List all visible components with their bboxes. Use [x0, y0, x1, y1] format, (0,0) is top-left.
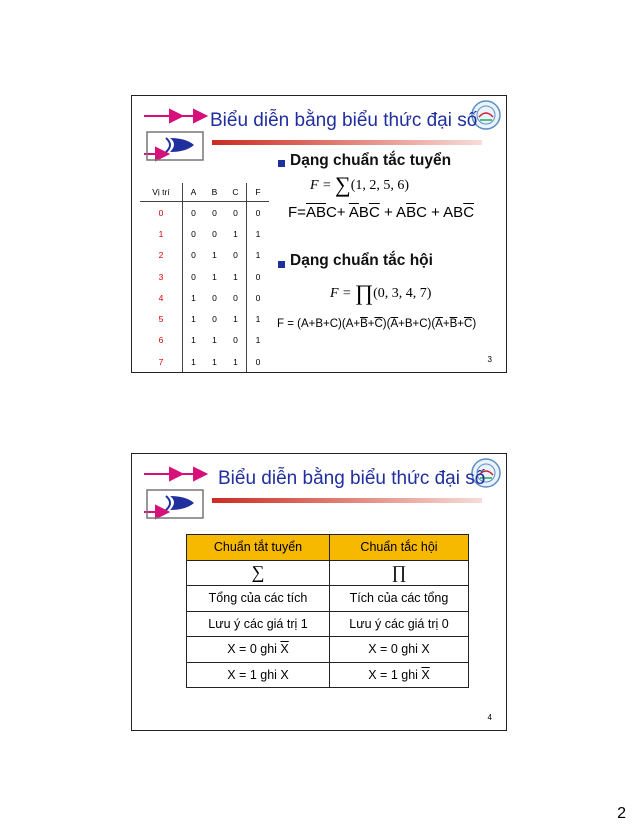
text-segment: F = (A+B+C)(A+	[277, 318, 361, 330]
table-row	[140, 223, 269, 244]
overlined-segment: $\overline{C}$	[464, 318, 473, 330]
logic-gate-logo-icon	[142, 102, 212, 162]
cell-position: 6	[140, 330, 183, 351]
comparison-header	[187, 535, 469, 561]
text-segment: X = 0 ghi X	[368, 642, 430, 657]
text-segment: )	[472, 318, 477, 330]
bullet-icon	[278, 160, 285, 167]
slide-page-number: 4	[487, 713, 492, 722]
cell-a: 1	[191, 292, 196, 303]
text-segment: C + AB	[416, 204, 464, 221]
text-segment: C+	[325, 204, 349, 221]
text-segment: +	[457, 318, 464, 330]
pos-formula-lhs: F =	[330, 286, 355, 301]
cell-c: 0	[233, 207, 238, 218]
table-cell	[187, 586, 330, 612]
text-segment: Tổng của các tích	[208, 591, 308, 606]
sop-formula-lhs: F =	[310, 178, 335, 193]
cell-b: 1	[212, 271, 217, 282]
page-number: 2	[617, 805, 626, 822]
table-row	[140, 202, 269, 224]
truth-table	[140, 183, 269, 372]
cell-c: 1	[233, 228, 238, 239]
overlined-segment: $\overline{X}$	[280, 642, 289, 657]
pi-symbol: ∏	[355, 280, 374, 305]
table-row	[187, 637, 469, 663]
cell-a: 1	[191, 356, 196, 367]
cell-c: 1	[233, 314, 238, 325]
pi-symbol: ∏	[330, 560, 469, 586]
text-segment: Lưu ý các giá trị 1	[208, 616, 308, 631]
sop-heading: Dạng chuẩn tắc tuyển	[290, 152, 452, 169]
overlined-segment: $\overline{A}$	[435, 318, 443, 330]
title-underline	[212, 498, 482, 503]
comparison-table	[186, 534, 469, 688]
text-segment: B	[358, 204, 369, 221]
header-sop: Chuẩn tắt tuyển	[187, 535, 330, 561]
cell-position: 7	[140, 351, 183, 372]
text-segment: + A	[379, 204, 407, 221]
table-row	[140, 287, 269, 308]
cell-f: 1	[247, 245, 270, 266]
table-cell	[187, 662, 330, 688]
table-cell	[330, 637, 469, 663]
cell-c: 1	[233, 356, 238, 367]
text-segment: +	[367, 318, 375, 330]
cell-a: 0	[191, 228, 196, 239]
cell-position: 2	[140, 245, 183, 266]
header-c: C	[225, 183, 247, 202]
pos-formula	[330, 280, 431, 306]
table-row	[140, 308, 269, 329]
header-a: A	[183, 183, 205, 202]
text-segment: X = 0 ghi	[227, 642, 281, 657]
table-row	[140, 330, 269, 351]
cell-b: 1	[212, 356, 217, 367]
sigma-symbol: ∑	[335, 172, 351, 197]
cell-f: 0	[247, 287, 270, 308]
cell-position: 5	[140, 308, 183, 329]
sop-expression	[288, 204, 474, 221]
cell-position: 3	[140, 266, 183, 287]
overlined-segment: $\overline{X}$	[421, 667, 430, 682]
slide-title: Biểu diễn bằng biểu thức đại số	[218, 468, 486, 489]
title-underline	[212, 140, 482, 145]
cell-f: 0	[247, 266, 270, 287]
sop-formula-args: (1, 2, 5, 6)	[350, 178, 410, 193]
cell-a: 0	[191, 250, 196, 261]
overlined-segment: $\overline{A}$	[305, 204, 316, 221]
slide-3	[131, 95, 507, 373]
cell-b: 0	[212, 292, 217, 303]
table-row	[187, 611, 469, 637]
cell-c: 1	[233, 271, 238, 282]
cell-position: 4	[140, 287, 183, 308]
table-row	[187, 662, 469, 688]
text-segment: X = 1 ghi	[368, 667, 422, 682]
table-cell	[187, 611, 330, 637]
cell-c: 0	[233, 292, 238, 303]
cell-b: 1	[212, 250, 217, 261]
header-pos: Chuẩn tắc hội	[330, 535, 469, 561]
header-b: B	[204, 183, 225, 202]
table-row	[140, 266, 269, 287]
cell-f: 1	[247, 308, 270, 329]
overlined-segment: $\overline{A}$	[348, 204, 359, 221]
slide-title: Biểu diễn bằng biểu thức đại số	[210, 110, 478, 131]
table-row	[140, 245, 269, 266]
table-cell	[330, 586, 469, 612]
table-cell	[330, 611, 469, 637]
sigma-symbol: ∑	[187, 560, 330, 586]
table-row	[187, 586, 469, 612]
text-segment: +B+C)(	[398, 318, 436, 330]
header-f: F	[247, 183, 270, 202]
text-segment: X = 1 ghi X	[227, 667, 289, 682]
overlined-segment: $\overline{B}$	[315, 204, 326, 221]
text-segment: )(	[382, 318, 391, 330]
text-segment: +	[442, 318, 450, 330]
cell-b: 0	[212, 228, 217, 239]
sop-formula	[310, 172, 409, 198]
table-cell	[330, 662, 469, 688]
symbol-row	[187, 560, 469, 586]
overlined-segment: $\overline{C}$	[463, 204, 475, 221]
cell-position: 1	[140, 223, 183, 244]
slide-4	[131, 453, 507, 731]
cell-f: 1	[247, 223, 270, 244]
overlined-segment: $\overline{C}$	[368, 204, 380, 221]
cell-b: 0	[212, 314, 217, 325]
text-segment: F=	[288, 204, 306, 221]
slide-page-number: 3	[487, 355, 492, 364]
truth-table-header	[140, 183, 269, 202]
pos-heading: Dạng chuẩn tắc hội	[290, 252, 433, 269]
cell-a: 0	[191, 207, 196, 218]
overlined-segment: $\overline{B}$	[406, 204, 417, 221]
cell-f: 1	[247, 330, 270, 351]
table-row	[140, 351, 269, 372]
cell-a: 1	[191, 314, 196, 325]
logic-gate-logo-icon	[142, 460, 212, 520]
text-segment: Tích của các tổng	[349, 591, 449, 606]
cell-b: 1	[212, 335, 217, 346]
table-cell	[187, 637, 330, 663]
cell-f: 0	[247, 202, 270, 224]
header-position: Vị trí	[140, 183, 183, 202]
bullet-icon	[278, 261, 285, 268]
cell-b: 0	[212, 207, 217, 218]
overlined-segment: $\overline{B}$	[360, 318, 368, 330]
cell-a: 0	[191, 271, 196, 282]
text-segment: Lưu ý các giá trị 0	[349, 616, 449, 631]
cell-position: 0	[140, 202, 183, 224]
cell-f: 0	[247, 351, 270, 372]
cell-c: 0	[233, 335, 238, 346]
cell-a: 1	[191, 335, 196, 346]
pos-expression	[277, 318, 476, 330]
overlined-segment: $\overline{A}$	[390, 318, 399, 330]
overlined-segment: $\overline{C}$	[374, 318, 383, 330]
cell-c: 0	[233, 250, 238, 261]
overlined-segment: $\overline{B}$	[449, 318, 458, 330]
pos-formula-args: (0, 3, 4, 7)	[373, 286, 432, 301]
